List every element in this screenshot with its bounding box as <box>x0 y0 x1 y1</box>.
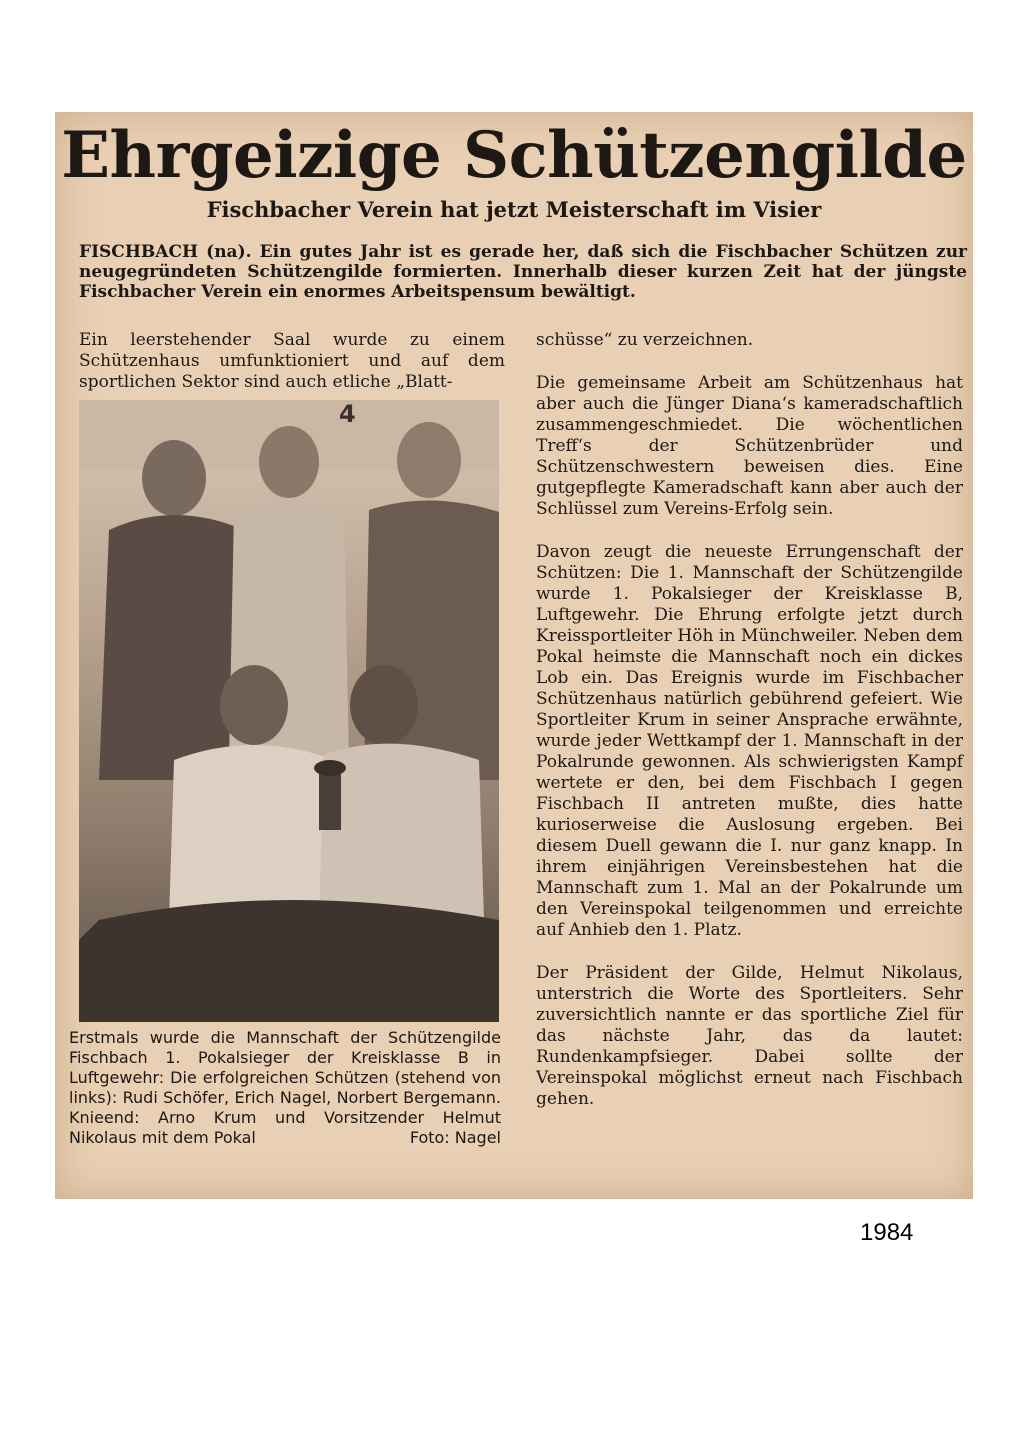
right-paragraph-3: Der Präsident der Gilde, Helmut Nikolaus, unterstrich die Worte des Sportleiters. Sehr zuversichtlich nannte er das sportliche Ziel für das nächste Jahr, das da lautet: Rundenkampfsieger. Dabei sollte der Vereinspokal möglichst erneut nach Fischbach gehen. <box>536 963 963 1109</box>
photo-credit: Foto: Nagel <box>409 1128 501 1147</box>
team-photo <box>79 400 499 1022</box>
photo-sign: 4 <box>339 400 356 428</box>
lead-paragraph <box>79 242 967 302</box>
right-continuation: schüsse“ zu verzeichnen. <box>536 330 754 350</box>
right-column <box>536 330 963 1110</box>
team-photo-illustration <box>79 400 499 1022</box>
subheadline: Fischbacher Verein hat jetzt Meisterschaft im Visier <box>206 197 822 222</box>
photo-caption <box>69 1028 501 1148</box>
right-paragraph-2: Davon zeugt die neueste Errungenschaft der Schützen: Die 1. Mannschaft der Schützengilde wurde 1. Pokalsieger der Kreisklasse B, Luftgewehr. Die Ehrung erfolgte jetzt durch Kreissportleiter Höh in Münchweiler. Neben dem Pokal heimste die Mannschaft noch ein dickes Lob ein. Das Ereignis wurde im Fischbacher Schützenhaus natürlich gebührend gefeiert. Wie Sportleiter Krum in seiner Ansprache erwähnte, wurde jeder Wettkampf der 1. Mannschaft in der Pokalrunde gewonnen. Als schwierigsten Kampf wertete er den, bei dem Fischbach I gegen Fischbach II antreten mußte, dies hatte kurioserweise die Auslosung ergeben. Bei diesem Duell gewann die I. nur ganz knapp. In ihrem einjährigen Vereinsbestehen hat die Mannschaft zum 1. Mal an der Pokalrunde um den Vereinspokal teilgenommen und erreichte auf Anhieb den 1. Platz. <box>536 542 963 940</box>
right-paragraph-1: Die gemeinsame Arbeit am Schützenhaus hat aber auch die Jünger Diana‘s kameradschaftlich zusammengeschmiedet. Die wöchentlichen Treff‘s der Schützenbrüder und Schützenschwestern beweisen dies. Eine gutgepflegte Kameradschaft kann aber auch der Schlüssel zum Vereins-Erfolg sein. <box>536 373 963 519</box>
year-label: 1984 <box>860 1219 914 1246</box>
headline: Ehrgeizige Schützengilde <box>61 118 967 193</box>
dateline: FISCHBACH (na). <box>79 242 252 262</box>
left-column <box>79 330 505 393</box>
left-paragraph: Ein leerstehender Saal wurde zu einem Schützenhaus umfunktioniert und auf dem sportlichen Sektor sind auch etliche „Blatt- <box>79 330 505 392</box>
lead-text: Ein gutes Jahr ist es gerade her, daß sich die Fischbacher Schützen zur neugegründeten Schützengilde formierten. Innerhalb dieser kurzen Zeit hat der jüngste Fischbacher Verein ein enormes Arbeitspensum bewältigt. <box>79 242 968 302</box>
newspaper-clipping <box>55 112 973 1199</box>
photo-caption-text: Erstmals wurde die Mannschaft der Schützengilde Fischbach 1. Pokalsieger der Kreisklasse B in Luftgewehr: Die erfolgreichen Schützen (stehend von links): Rudi Schöfer, Erich Nagel, Norbert Bergemann. Knieend: Arno Krum und Vorsitzender Helmut Nikolaus mit dem Pokal <box>69 1028 501 1147</box>
